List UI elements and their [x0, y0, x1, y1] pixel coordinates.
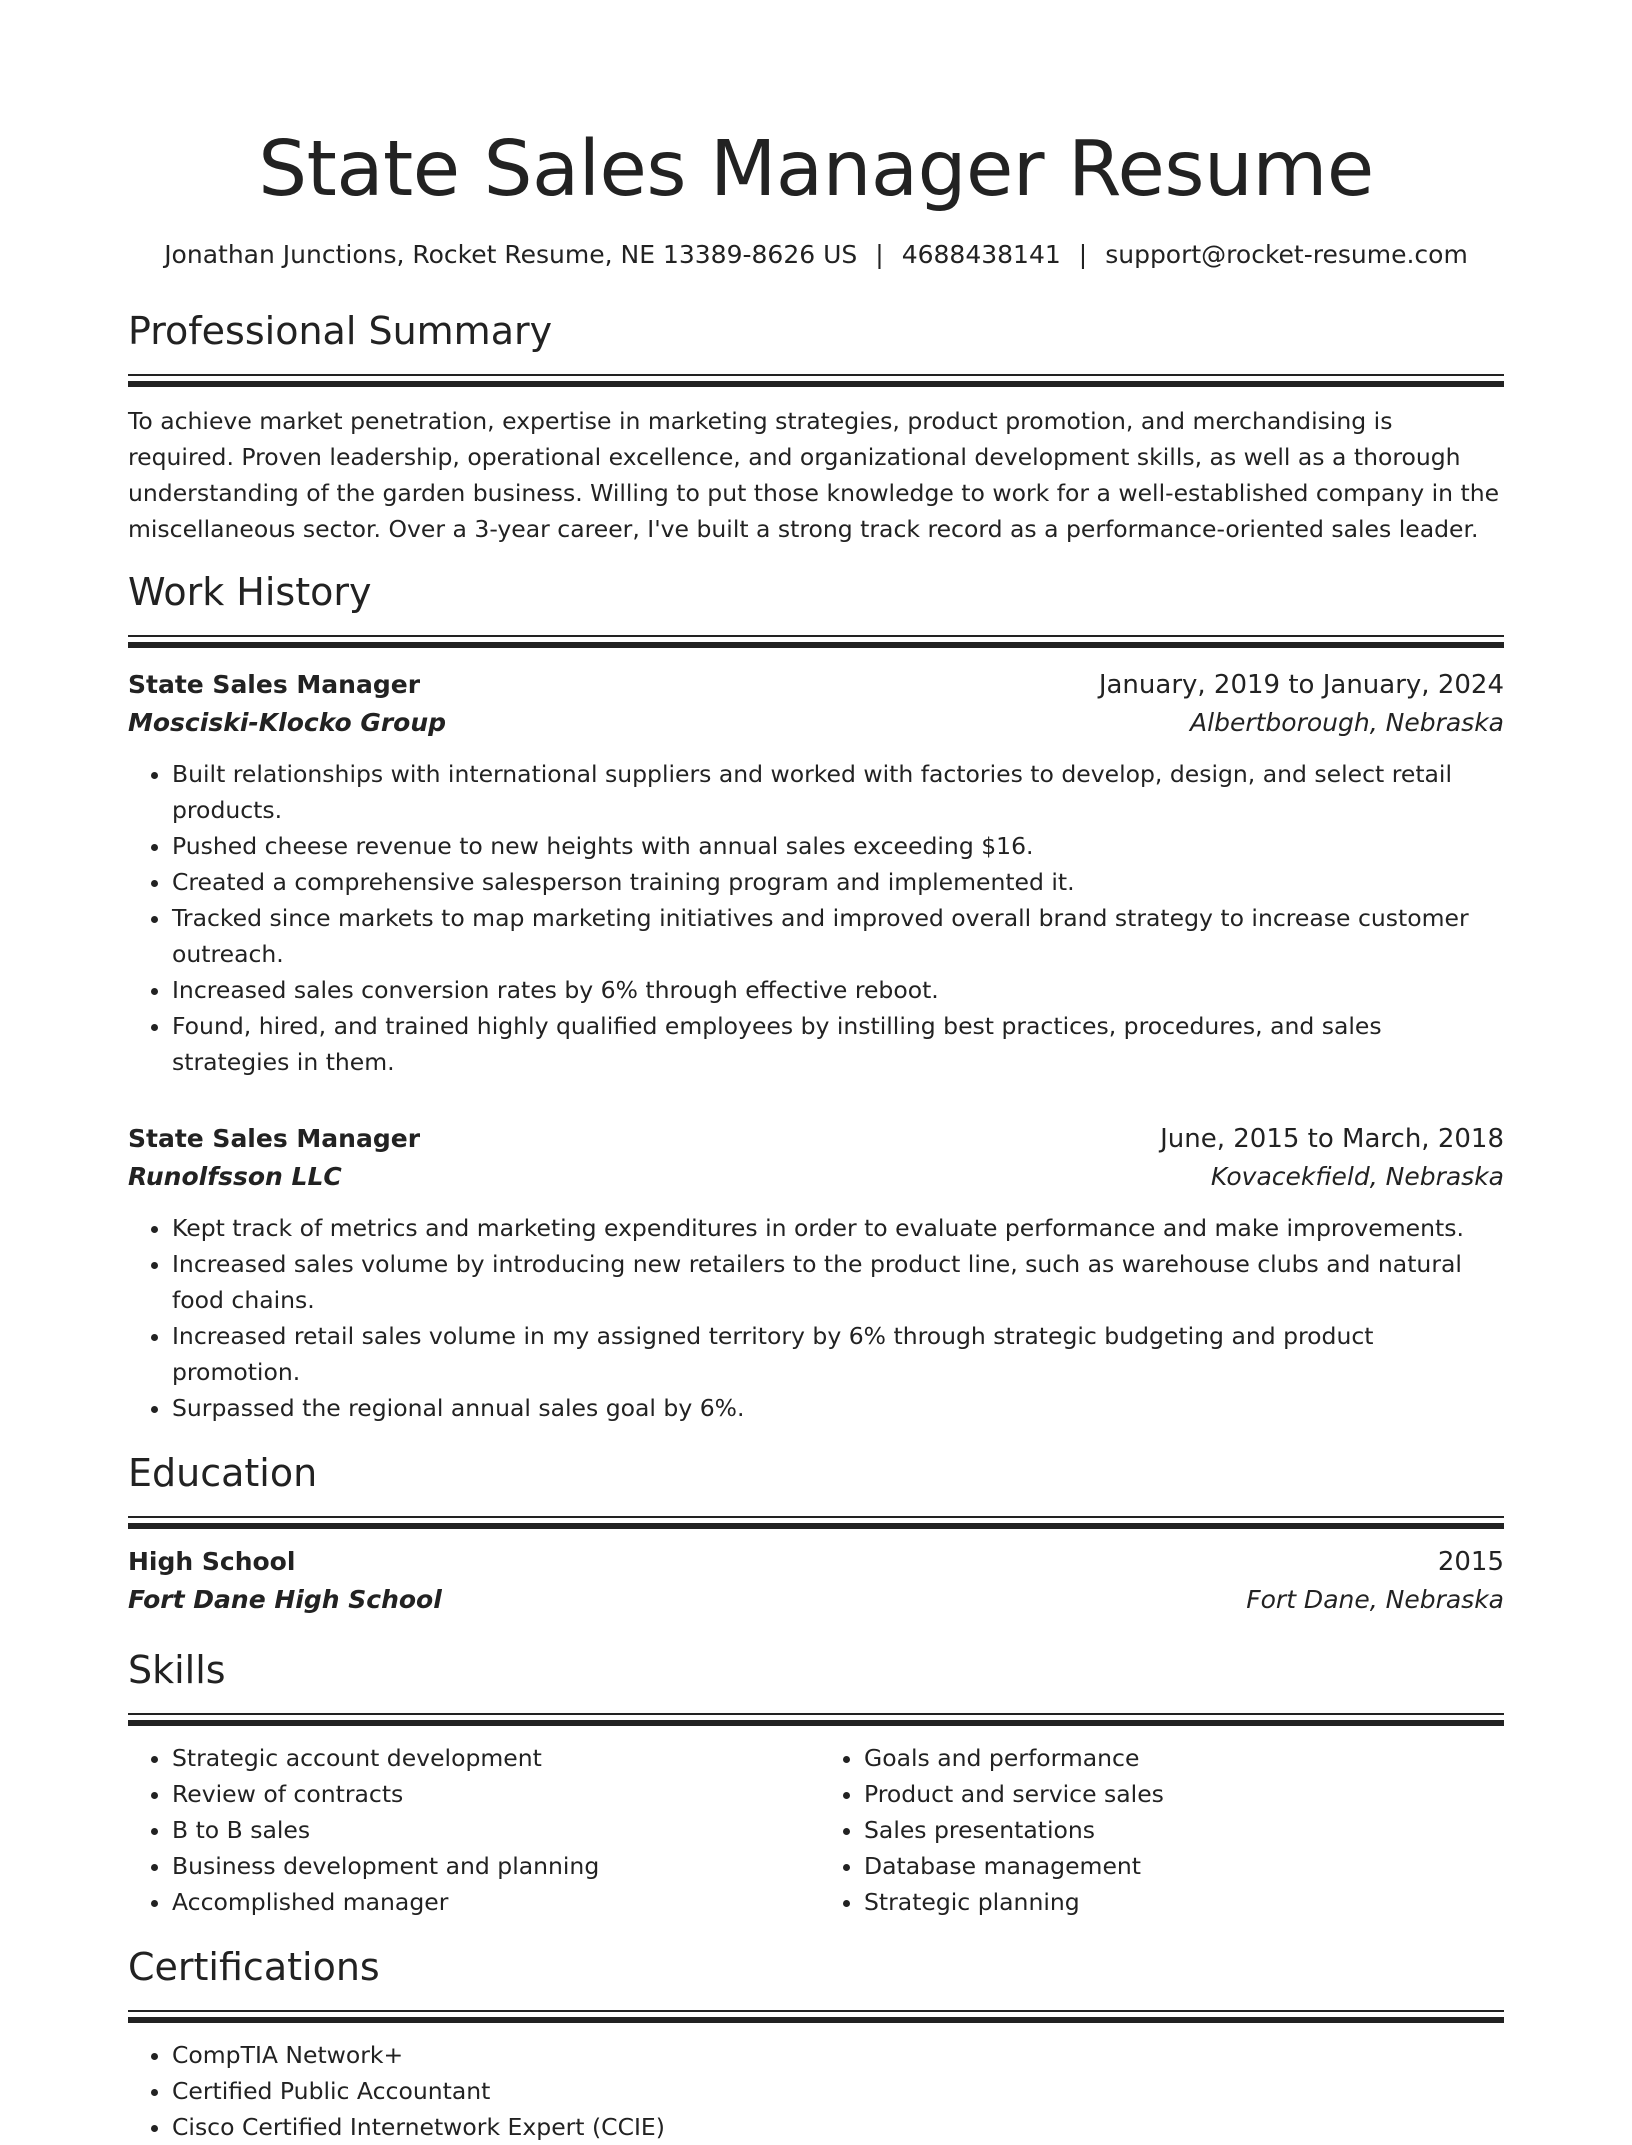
section-rule-thick [128, 1523, 1504, 1529]
section-heading-summary: Professional Summary [128, 309, 553, 353]
job-company: Runolfsson LLC [128, 1162, 342, 1191]
certifications-list [128, 2037, 1504, 2145]
list-item: • Strategic planning [864, 1884, 1504, 1920]
education-school: Fort Dane High School [128, 1585, 442, 1614]
list-item: • Pushed cheese revenue to new heights with annual sales exceeding $16. [172, 828, 1504, 864]
section-rule [128, 374, 1504, 376]
summary-section [128, 306, 1504, 547]
skills-section [128, 1645, 1504, 1920]
list-item: • Review of contracts [172, 1776, 812, 1812]
list-item: • B to B sales [172, 1812, 812, 1848]
job-bullets [128, 756, 1504, 1080]
list-item: • Increased sales volume by introducing new retailers to the product line, such as warehouse clubs and natural food chains. [172, 1246, 1504, 1318]
list-item: • Surpassed the regional annual sales goal by 6%. [172, 1390, 1504, 1426]
contact-address: Jonathan Junctions, Rocket Resume, NE 13389-8626 US [164, 240, 858, 269]
skills-list-left [128, 1740, 812, 1920]
summary-text: To achieve market penetration, expertise in marketing strategies, product promotion, and merchandising is required. Proven leadership, operational excellence, and organizational development skills, as well as a thorough understanding of the garden business. Willing to put those knowledge to work for a well-established company in the miscellaneous sector. Over a 3-year career, I've built a strong track record as a performance-oriented sales leader. [128, 407, 1500, 543]
job-location: Kovacekfield, Nebraska [1210, 1162, 1504, 1191]
list-item: • Strategic account development [172, 1740, 812, 1776]
list-item: • Built relationships with international suppliers and worked with factories to develop, design, and select retail products. [172, 756, 1504, 828]
list-item: • Created a comprehensive salesperson training program and implemented it. [172, 864, 1504, 900]
list-item: • Product and service sales [864, 1776, 1504, 1812]
list-item: • Kept track of metrics and marketing expenditures in order to evaluate performance and make improvements. [172, 1210, 1504, 1246]
contact-separator: | [875, 240, 884, 269]
job-title: State Sales Manager [128, 670, 421, 699]
section-rule [128, 1713, 1504, 1715]
job-dates: January, 2019 to January, 2024 [1098, 670, 1504, 700]
list-item: • Tracked since markets to map marketing initiatives and improved overall brand strategy to increase customer outreach. [172, 900, 1504, 972]
job-location: Albertborough, Nebraska [1190, 708, 1504, 737]
section-rule [128, 2010, 1504, 2012]
job-entry [128, 666, 1504, 1080]
list-item: • Increased sales conversion rates by 6% through effective reboot. [172, 972, 1504, 1008]
list-item: • Business development and planning [172, 1848, 812, 1884]
section-rule-thick [128, 381, 1504, 387]
list-item: • Accomplished manager [172, 1884, 812, 1920]
skills-list-right [812, 1740, 1504, 1920]
section-heading-education: Education [128, 1451, 318, 1495]
job-dates: June, 2015 to March, 2018 [1160, 1124, 1504, 1154]
education-section [128, 1448, 1504, 1619]
section-rule [128, 635, 1504, 637]
section-rule-thick [128, 1720, 1504, 1726]
list-item: • Found, hired, and trained highly qualified employees by instilling best practices, procedures, and sales strategies in them. [172, 1008, 1504, 1080]
section-heading-skills: Skills [128, 1648, 226, 1692]
resume-page [128, 120, 1504, 2145]
list-item: • CompTIA Network+ [172, 2037, 1504, 2073]
list-item: • Database management [864, 1848, 1504, 1884]
section-rule [128, 1516, 1504, 1518]
job-entry [128, 1120, 1504, 1426]
education-degree: High School [128, 1547, 296, 1576]
list-item: • Certified Public Accountant [172, 2073, 1504, 2109]
education-year: 2015 [1437, 1547, 1504, 1577]
work-section [128, 567, 1504, 1426]
page-title: State Sales Manager Resume [258, 125, 1374, 214]
contact-separator: | [1078, 240, 1088, 269]
job-company: Mosciski-Klocko Group [128, 708, 447, 737]
section-heading-certifications: Certifications [128, 1945, 380, 1989]
list-item: • Goals and performance [864, 1740, 1504, 1776]
contact-email: support@rocket-resume.com [1105, 240, 1468, 269]
section-rule-thick [128, 642, 1504, 648]
education-location: Fort Dane, Nebraska [1246, 1585, 1504, 1614]
contact-phone: 4688438141 [901, 240, 1061, 269]
certifications-section [128, 1942, 1504, 2145]
section-heading-work: Work History [128, 570, 372, 614]
skills-grid [128, 1736, 1504, 1920]
list-item: • Increased retail sales volume in my assigned territory by 6% through strategic budgeting and product promotion. [172, 1318, 1504, 1390]
job-title: State Sales Manager [128, 1124, 421, 1153]
list-item: • Sales presentations [864, 1812, 1504, 1848]
section-rule-thick [128, 2017, 1504, 2023]
job-bullets [128, 1210, 1504, 1426]
contact-line [128, 238, 1504, 272]
list-item: • Cisco Certified Internetwork Expert (CCIE) [172, 2109, 1504, 2145]
